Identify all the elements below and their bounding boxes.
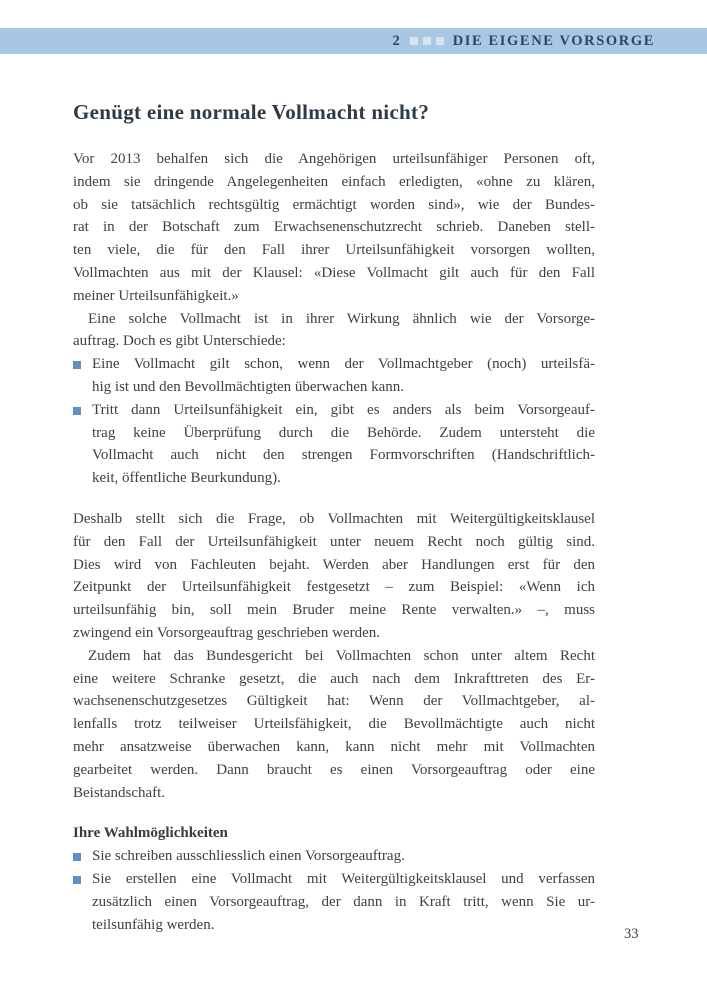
text-line: meiner Urteilsunfähigkeit.» [73, 287, 239, 304]
bullet-text [92, 399, 595, 490]
text-line: ob sie tatsächlich rechtsgültig ermächtigt worden sind», wie der Bundes- [73, 196, 595, 213]
text-line: Vollmachten aus mit der Klausel: «Diese Vollmacht gilt auch für den Fall [73, 264, 595, 281]
bullet-item [73, 353, 595, 399]
text-line: rat in der Botschaft zum Erwachsenenschutzrecht schrieb. Daneben stell- [73, 219, 595, 236]
header-square-icon [436, 37, 444, 45]
text-line: ten viele, die für den Fall ihrer Urteilsunfähigkeit vorsorgen wollten, [73, 242, 595, 259]
text-line: indem sie dringende Angelegenheiten einfach erledigten, «ohne zu klären, [73, 173, 595, 190]
text-line: Vollmacht auch nicht den strengen Formvorschriften (Handschriftlich- [92, 447, 595, 464]
page-content [73, 100, 595, 936]
text-line: Sie erstellen eine Vollmacht mit Weitergültigkeitsklausel und verfassen [92, 870, 595, 887]
bullet-square-icon [73, 407, 81, 415]
text-line: keit, öffentliche Beurkundung). [92, 470, 281, 487]
text-line: trag keine Überprüfung durch die Behörde. Zudem untersteht die [92, 424, 595, 441]
text-line: Dies wird von Fachleuten bejaht. Werden aber Handlungen erst für den [73, 556, 595, 573]
text-line: für den Fall der Urteilsunfähigkeit unter neuem Recht noch gültig sind. [73, 533, 595, 550]
header-square-icon [410, 37, 418, 45]
text-line: gearbeitet werden. Dann braucht es einen Vorsorgeauftrag oder eine [73, 761, 595, 778]
text-line: zwingend ein Vorsorgeauftrag geschrieben werden. [73, 624, 380, 641]
text-line: Vor 2013 behalfen sich die Angehörigen urteilsunfähiger Personen oft, [73, 151, 595, 167]
text-line: lenfalls trotz teilweiser Urteilsfähigkeit, die Bevollmächtigte auch nicht [73, 716, 595, 733]
text-line: Zudem hat das Bundesgericht bei Vollmachten schon unter altem Recht [88, 647, 595, 664]
text-line: mehr ansatzweise überwachen kann, kann nicht mehr mit Vollmachten [73, 738, 595, 755]
bullet-text [92, 868, 595, 936]
bullet-item [73, 845, 595, 868]
chapter-squares [410, 37, 444, 45]
page-number: 33 [624, 926, 639, 942]
text-line: wachsenenschutzgesetzes Gültigkeit hat: Wenn der Vollmachtgeber, al- [73, 693, 595, 710]
section-subheading: Ihre Wahlmöglichkeiten [73, 825, 228, 842]
text-line: Tritt dann Urteilsunfähigkeit ein, gibt es anders als beim Vorsorgeauf- [92, 401, 595, 418]
bullet-text [92, 353, 595, 399]
text-line: hig ist und den Bevollmächtigten überwachen kann. [92, 378, 405, 395]
header-square-icon [423, 37, 431, 45]
text-line: Beistandschaft. [73, 784, 166, 801]
chapter-number: 2 [392, 32, 401, 49]
text-line: urteilsunfähig bin, soll mein Bruder meine Rente verwalten.» –, muss [73, 602, 595, 619]
text-line: auftrag. Doch es gibt Unterschiede: [73, 333, 286, 350]
bullet-item [73, 399, 595, 490]
text-line: zusätzlich einen Vorsorgeauftrag, der dann in Kraft tritt, wenn Sie ur- [92, 893, 595, 910]
page-header [0, 28, 707, 54]
chapter-title: DIE EIGENE VORSORGE [452, 32, 655, 49]
page-title: Genügt eine normale Vollmacht nicht? [73, 100, 430, 124]
paragraph-gap [73, 804, 595, 822]
text-line: eine weitere Schranke gesetzt, die auch nach dem Inkrafttreten des Er- [73, 670, 595, 687]
text-line: Sie schreiben ausschliesslich einen Vorsorgeauftrag. [92, 848, 405, 865]
text-line: Deshalb stellt sich die Frage, ob Vollmachten mit Weitergültigkeitsklausel [73, 510, 595, 527]
body-text [73, 148, 595, 936]
bullet-square-icon [73, 876, 81, 884]
bullet-item [73, 868, 595, 936]
text-line: Zeitpunkt der Urteilsunfähigkeit festgesetzt – zum Beispiel: «Wenn ich [73, 579, 595, 596]
paragraph-gap [73, 490, 595, 508]
text-line: Eine solche Vollmacht ist in ihrer Wirkung ähnlich wie der Vorsorge- [88, 310, 595, 327]
text-line: teilsunfähig werden. [92, 916, 215, 933]
text-line: Eine Vollmacht gilt schon, wenn der Vollmachtgeber (noch) urteilsfä- [92, 356, 595, 373]
bullet-square-icon [73, 853, 81, 861]
bullet-square-icon [73, 361, 81, 369]
bullet-text [92, 845, 595, 868]
